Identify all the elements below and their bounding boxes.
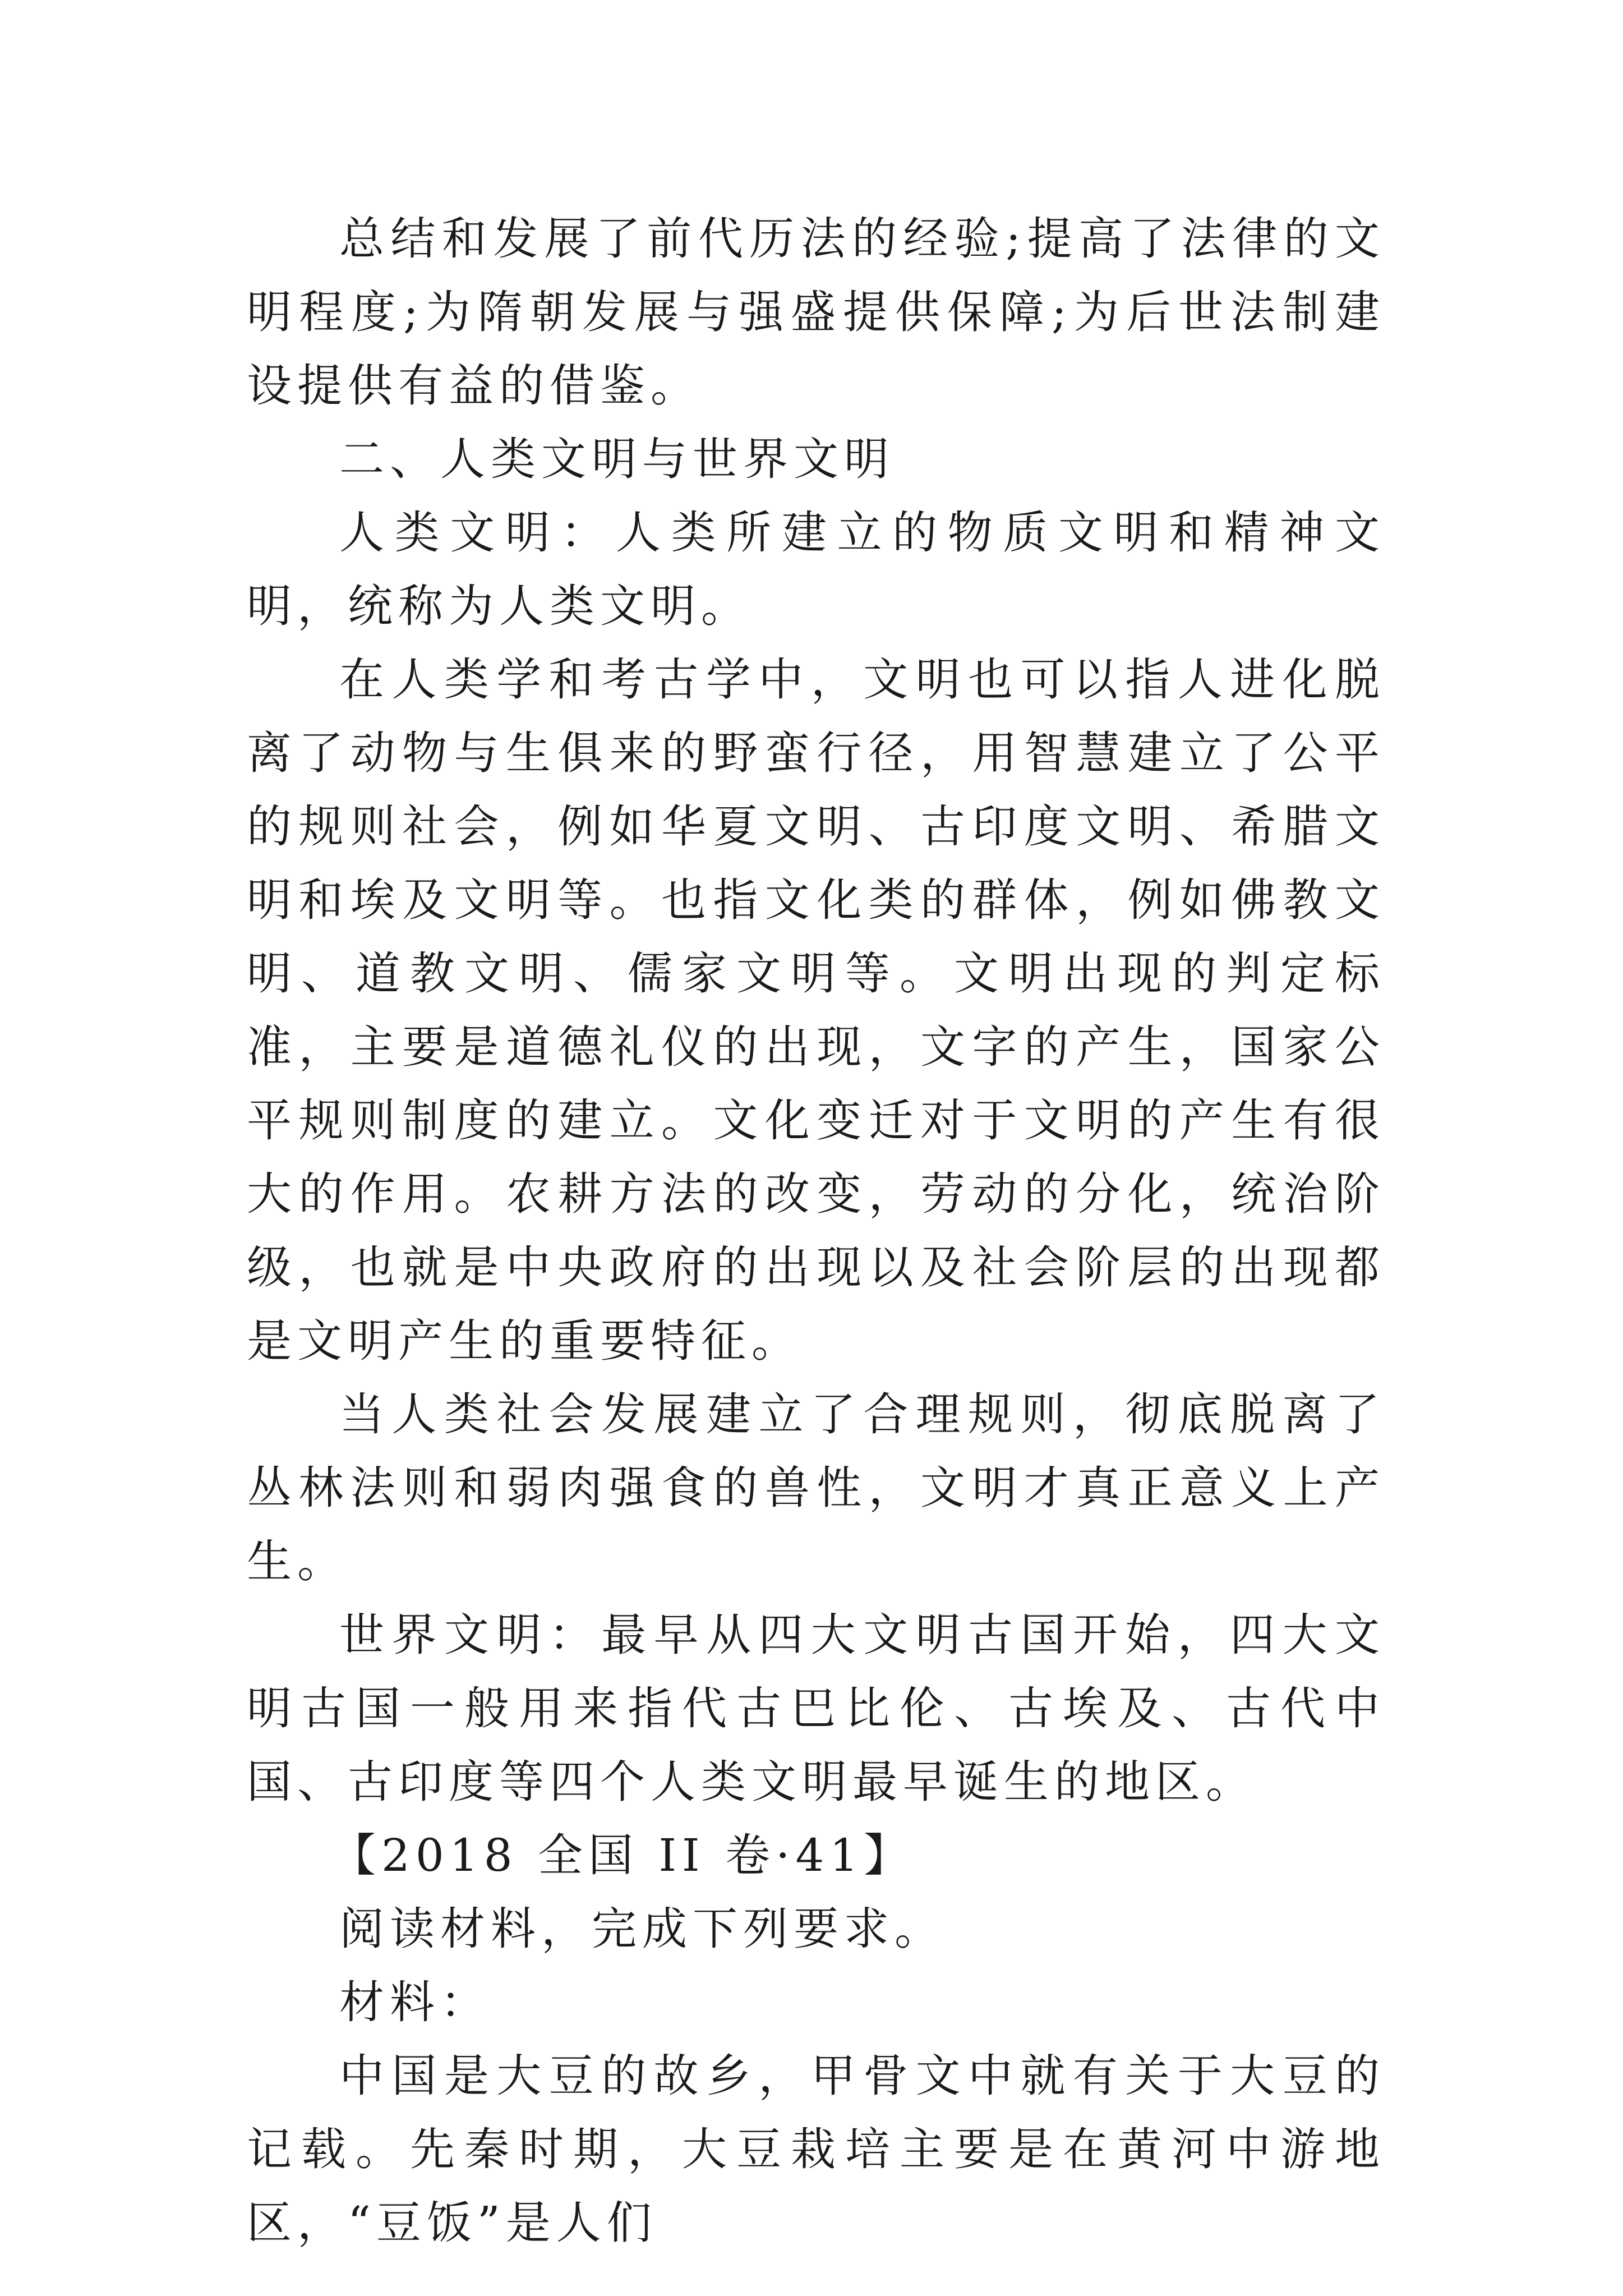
paragraph-soybean: 中国是大豆的故乡，甲骨文中就有关于大豆的记载。先秦时期，大豆栽培主要是在黄河中游地区，“豆饭”是人们 bbox=[247, 2050, 1385, 2249]
paragraph-anthropology: 在人类学和考古学中，文明也可以指人进化脱离了动物与生俱来的野蛮行径，用智慧建立了公平的规则社会，例如华夏文明、古印度文明、希腊文明和埃及文明等。也指文化类的群体，例如佛教文明、道教文明、儒家文明等。文明出现的判定标准，主要是道德礼仪的出现，文字的产生，国家公平规则制度的建立。文化变迁对于文明的产生有很大的作用。农耕方法的改变，劳动的分化，统治阶级，也就是中央政府的出现以及社会阶层的出现都是文明产生的重要特征。 bbox=[247, 654, 1385, 1367]
paragraph-human-civilization: 人类文明：人类所建立的物质文明和精神文明，统称为人类文明。 bbox=[247, 507, 1385, 632]
paragraph-rules: 当人类社会发展建立了合理规则，彻底脱离了丛林法则和弱肉强食的兽性，文明才真正意义上产生。 bbox=[247, 1388, 1385, 1588]
instruction-text: 阅读材料，完成下列要求。 bbox=[339, 1903, 945, 1955]
paragraph-world-civilization: 世界文明：最早从四大文明古国开始，四大文明古国一般用来指代古巴比伦、古埃及、古代中国、古印度等四个人类文明最早诞生的地区。 bbox=[247, 1609, 1385, 1808]
exam-tag: 【2018 全国 II 卷·41】 bbox=[331, 1829, 915, 1881]
material-label: 材料： bbox=[339, 1976, 491, 2028]
document-body bbox=[247, 202, 1385, 2260]
section-heading: 二、人类文明与世界文明 bbox=[339, 433, 895, 485]
paragraph-law-summary: 总结和发展了前代历法的经验;提高了法律的文明程度;为隋朝发展与强盛提供保障;为后世法制建设提供有益的借鉴。 bbox=[247, 213, 1385, 412]
